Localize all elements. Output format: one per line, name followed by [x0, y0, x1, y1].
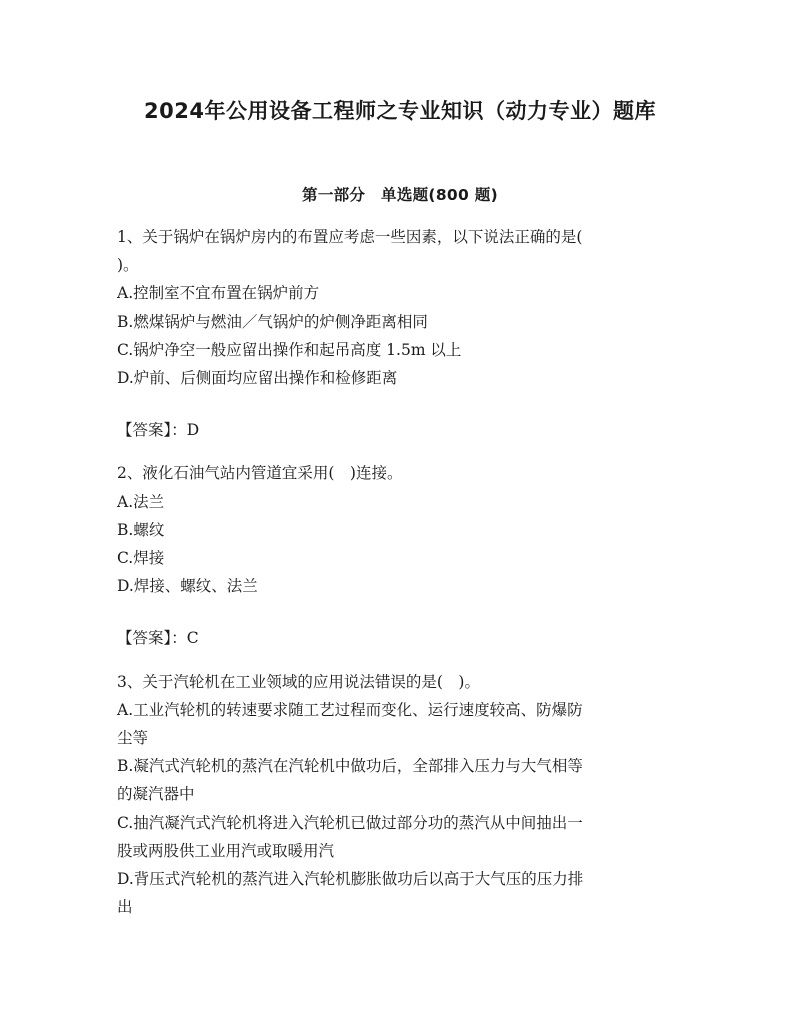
question-stem-line: 3、关于汽轮机在工业领域的应用说法错误的是( )。	[117, 672, 480, 691]
answer-1	[117, 416, 677, 444]
answer-label: 【答案】	[117, 421, 172, 440]
answer-separator: ：	[171, 421, 187, 440]
question-1	[117, 223, 677, 392]
option-a: A.控制室不宜布置在锅炉前方	[117, 284, 320, 303]
question-3	[117, 668, 677, 922]
option-a: A.工业汽轮机的转速要求随工艺过程而变化、运行速度较高、防爆防	[117, 700, 583, 719]
answer-2	[117, 624, 677, 652]
option-a-continued: 尘等	[117, 729, 149, 748]
option-c: C.焊接	[117, 549, 165, 568]
option-b: B.凝汽式汽轮机的蒸汽在汽轮机中做功后，全部排入压力与大气相等	[117, 757, 583, 776]
answer-value: C	[186, 629, 199, 648]
option-c: C.锅炉净空一般应留出操作和起吊高度 1.5m 以上	[117, 340, 462, 359]
option-d-continued: 出	[117, 898, 133, 917]
option-a: A.法兰	[117, 492, 165, 511]
option-b-continued: 的凝汽器中	[117, 785, 195, 804]
option-d: D.焊接、螺纹、法兰	[117, 577, 258, 596]
question-2	[117, 459, 677, 600]
option-d: D.炉前、后侧面均应留出操作和检修距离	[117, 369, 398, 388]
answer-separator: ：	[171, 629, 187, 648]
question-stem-line: 2、液化石油气站内管道宜采用( )连接。	[117, 464, 403, 483]
answer-value: D	[186, 421, 200, 440]
option-d: D.背压式汽轮机的蒸汽进入汽轮机膨胀做功后以高于大气压的压力排	[117, 870, 584, 889]
question-stem-line: )。	[117, 256, 139, 275]
option-c: C.抽汽凝汽式汽轮机将进入汽轮机已做过部分功的蒸汽从中间抽出一	[117, 813, 583, 832]
question-list	[117, 223, 677, 921]
option-b: B.螺纹	[117, 520, 165, 539]
question-stem-line: 1、关于锅炉在锅炉房内的布置应考虑一些因素，以下说法正确的是(	[117, 228, 583, 246]
option-b: B.燃煤锅炉与燃油／气锅炉的炉侧净距离相同	[117, 312, 428, 331]
option-c-continued: 股或两股供工业用汽或取暖用汽	[117, 841, 335, 860]
answer-label: 【答案】	[117, 629, 172, 648]
document-title: 2024年公用设备工程师之专业知识（动力专业）题库	[144, 99, 656, 123]
section-title: 第一部分 单选题(800 题)	[302, 186, 498, 204]
